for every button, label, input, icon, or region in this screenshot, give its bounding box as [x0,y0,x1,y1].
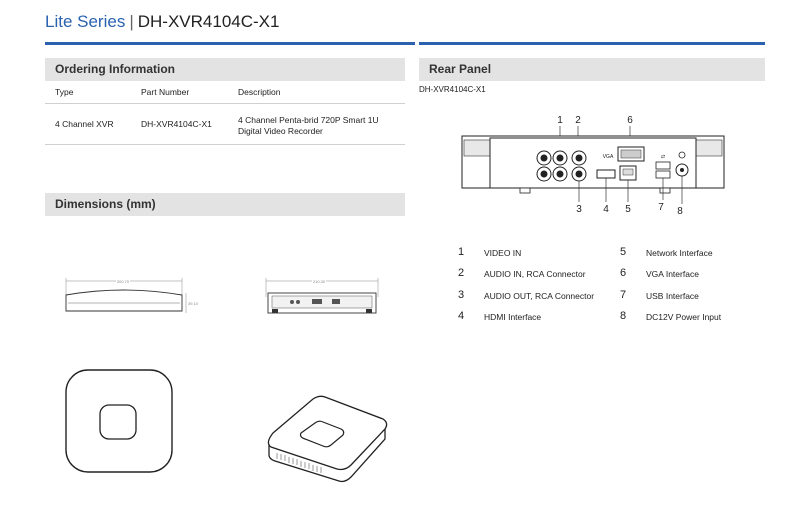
legend-label: USB Interface [646,291,699,301]
rear-panel-heading: Rear Panel [419,58,765,81]
legend-number: 8 [620,310,627,322]
cell-description [238,115,398,137]
svg-text:39.10: 39.10 [188,301,199,306]
ordering-table [45,81,405,145]
legend-number: 7 [620,289,627,301]
column-header-description: Description [238,87,281,97]
svg-text:VGA: VGA [602,154,614,160]
callout-5: 5 [625,204,631,215]
column-header-type: Type [55,87,74,97]
legend-label: VIDEO IN [484,248,522,258]
description-line-1: 4 Channel Penta-brid 720P Smart 1U [238,115,379,125]
table-row [45,104,405,145]
legend-label: DC12V Power Input [646,312,722,322]
svg-text:210.30: 210.30 [312,279,326,284]
title-rule-left [45,42,415,45]
callout-6: 6 [627,115,633,126]
model-name: DH-XVR4104C-X1 [137,12,280,31]
rear-panel-diagram [460,110,730,220]
ordering-heading: Ordering Information [45,58,405,81]
legend-number: 1 [458,246,465,258]
page-title [45,12,279,32]
legend-label: VGA Interface [646,269,699,279]
table-header [45,81,405,104]
top-view-drawing [64,368,176,476]
description-line-2: Digital Video Recorder [238,126,323,136]
callout-8: 8 [677,206,683,217]
dimensions-heading: Dimensions (mm) [45,193,405,216]
legend-label: Network Interface [646,248,713,258]
series-label: Lite Series [45,12,126,31]
rear-view-drawing [262,275,382,325]
callout-4: 4 [603,204,609,215]
callout-3: 3 [576,204,582,215]
callout-7: 7 [658,202,664,213]
legend-label: AUDIO IN, RCA Connector [484,269,586,279]
legend-label: AUDIO OUT, RCA Connector [484,291,595,301]
isometric-view-drawing [255,393,395,483]
title-separator: | [129,12,134,31]
legend-number: 6 [620,267,627,279]
legend-number: 5 [620,246,627,258]
cell-part-number: DH-XVR4104C-X1 [141,119,212,129]
legend-number: 3 [458,289,465,301]
rear-panel-model: DH-XVR4104C-X1 [419,85,486,94]
title-rule-right [419,42,765,45]
front-view-drawing [60,275,199,325]
legend-number: 2 [458,267,465,279]
legend-number: 4 [458,310,465,322]
svg-text:⇄: ⇄ [660,154,666,160]
svg-text:200.70: 200.70 [116,279,130,284]
callout-1: 1 [557,115,563,126]
legend-label: HDMI Interface [484,312,542,322]
cell-type: 4 Channel XVR [55,119,114,129]
callout-2: 2 [575,115,581,126]
column-header-part-number: Part Number [141,87,190,97]
